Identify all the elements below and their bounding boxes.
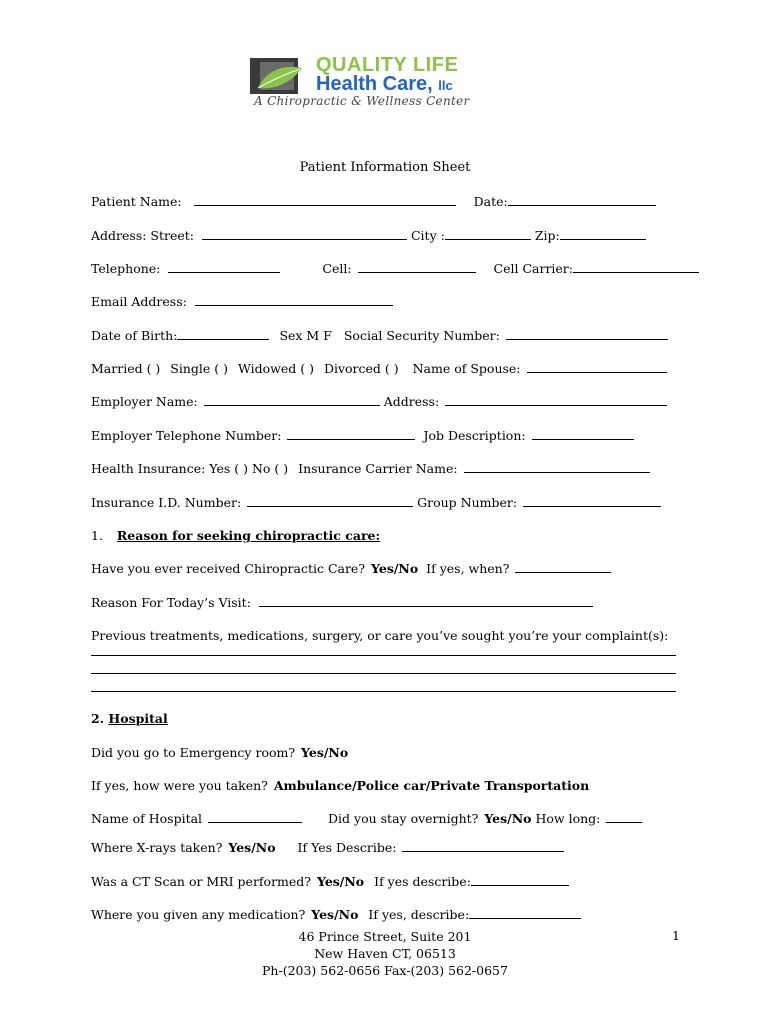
insurance-id-field[interactable] xyxy=(247,495,413,507)
overnight-question: Did you stay overnight? xyxy=(328,811,479,826)
row-insurance-id xyxy=(91,495,661,511)
cell-carrier-field[interactable] xyxy=(573,261,699,273)
logo-text-health-care: Health Care, llc xyxy=(316,73,453,95)
job-description-field[interactable] xyxy=(532,428,634,440)
row-xrays xyxy=(91,840,564,856)
patient-name-label: Patient Name: xyxy=(91,194,182,209)
email-field[interactable] xyxy=(195,294,393,306)
city-label: City : xyxy=(410,228,445,243)
how-long-field[interactable] xyxy=(606,811,642,823)
row-transport xyxy=(91,778,589,794)
dob-field[interactable] xyxy=(177,328,269,340)
medication-describe-label: If yes, describe: xyxy=(368,907,470,922)
xrays-options[interactable]: Yes/No xyxy=(228,840,276,855)
row-address xyxy=(91,228,646,244)
section-2-title: Hospital xyxy=(108,711,168,726)
footer-city: New Haven CT, 06513 xyxy=(314,946,456,961)
row-medication xyxy=(91,907,581,923)
row-ct-mri xyxy=(91,874,569,890)
row-marital-status xyxy=(91,361,667,377)
patient-name-field[interactable] xyxy=(194,194,456,206)
ct-mri-options[interactable]: Yes/No xyxy=(316,874,365,889)
footer-street: 46 Prince Street, Suite 201 xyxy=(298,929,472,944)
group-number-field[interactable] xyxy=(523,495,661,507)
email-label: Email Address: xyxy=(91,294,187,309)
xrays-describe-field[interactable] xyxy=(402,840,564,852)
divorced-option[interactable]: Divorced ( ) xyxy=(323,361,399,376)
ct-mri-describe-label: If yes describe: xyxy=(374,874,471,889)
medication-options[interactable]: Yes/No xyxy=(311,907,359,922)
employer-name-label: Employer Name: xyxy=(91,394,198,409)
logo-mark xyxy=(250,58,298,94)
employer-address-field[interactable] xyxy=(445,394,667,406)
employer-address-label: Address: xyxy=(383,394,440,409)
cell-label: Cell: xyxy=(322,261,352,276)
insurance-carrier-label: Insurance Carrier Name: xyxy=(298,461,458,476)
row-patient-name xyxy=(91,194,656,210)
logo-tagline: A Chiropractic & Wellness Center xyxy=(254,94,470,108)
chiro-care-options[interactable]: Yes/No xyxy=(371,561,419,576)
xrays-question: Where X-rays taken? xyxy=(91,840,223,855)
previous-treatments-label: Previous treatments, medications, surgery, or care you’ve sought you’re your complaint(s): xyxy=(91,628,669,643)
section-1-heading xyxy=(91,528,380,544)
telephone-label: Telephone: xyxy=(91,261,161,276)
row-health-insurance xyxy=(91,461,650,477)
row-reason-visit xyxy=(91,595,593,611)
leaf-icon xyxy=(250,58,310,98)
insurance-id-label: Insurance I.D. Number: xyxy=(91,495,242,510)
page-number: 1 xyxy=(672,928,680,943)
spouse-label: Name of Spouse: xyxy=(412,361,521,376)
overnight-options[interactable]: Yes/No xyxy=(484,811,532,826)
street-label: Address: Street: xyxy=(91,228,195,243)
single-option[interactable]: Single ( ) xyxy=(170,361,229,376)
section-1-title: Reason for seeking chiropractic care: xyxy=(116,528,381,543)
previous-treatments-line-3[interactable] xyxy=(91,691,676,692)
insurance-carrier-field[interactable] xyxy=(464,461,650,473)
city-field[interactable] xyxy=(445,228,531,240)
reason-visit-label: Reason For Today’s Visit: xyxy=(91,595,251,610)
chiro-when-label: If yes, when? xyxy=(426,561,510,576)
previous-treatments-line-1[interactable] xyxy=(91,655,676,656)
ct-mri-describe-field[interactable] xyxy=(471,874,569,886)
footer-phone-fax: Ph-(203) 562-0656 Fax-(203) 562-0657 xyxy=(262,963,508,978)
row-employer-phone xyxy=(91,428,634,444)
employer-name-field[interactable] xyxy=(204,394,380,406)
medication-describe-field[interactable] xyxy=(469,907,581,919)
job-description-label: Job Description: xyxy=(423,428,526,443)
date-field[interactable] xyxy=(508,194,656,206)
transport-question: If yes, how were you taken? xyxy=(91,778,268,793)
telephone-field[interactable] xyxy=(168,261,280,273)
row-emergency-room xyxy=(91,745,348,761)
sex-label: Sex M F xyxy=(279,328,332,343)
chiro-when-field[interactable] xyxy=(515,561,611,573)
cell-carrier-label: Cell Carrier: xyxy=(493,261,573,276)
footer-address xyxy=(0,928,770,979)
reason-visit-field[interactable] xyxy=(259,595,593,607)
hospital-name-field[interactable] xyxy=(208,811,302,823)
ct-mri-question: Was a CT Scan or MRI performed? xyxy=(91,874,311,889)
married-option[interactable]: Married ( ) xyxy=(91,361,161,376)
page-title: Patient Information Sheet xyxy=(299,160,471,175)
widowed-option[interactable]: Widowed ( ) xyxy=(238,361,314,376)
emergency-room-question: Did you go to Emergency room? xyxy=(91,745,296,760)
transport-options[interactable]: Ambulance/Police car/Private Transportation xyxy=(273,778,590,793)
logo-text-quality-life: QUALITY LIFE xyxy=(316,54,459,76)
hospital-name-label: Name of Hospital xyxy=(91,811,203,826)
how-long-label: How long: xyxy=(535,811,601,826)
cell-field[interactable] xyxy=(358,261,476,273)
row-dob xyxy=(91,328,668,344)
row-chiro-care xyxy=(91,561,611,577)
medication-question: Where you given any medication? xyxy=(91,907,306,922)
ssn-field[interactable] xyxy=(506,328,668,340)
zip-label: Zip: xyxy=(534,228,560,243)
group-number-label: Group Number: xyxy=(417,495,518,510)
employer-phone-field[interactable] xyxy=(287,428,415,440)
dob-label: Date of Birth: xyxy=(91,328,178,343)
company-logo xyxy=(248,54,493,112)
ssn-label: Social Security Number: xyxy=(343,328,500,343)
row-employer xyxy=(91,394,667,410)
health-insurance-options[interactable]: Health Insurance: Yes ( ) No ( ) xyxy=(91,461,289,476)
section-2-number: 2. xyxy=(91,711,105,726)
xrays-describe-label: If Yes Describe: xyxy=(297,840,397,855)
street-field[interactable] xyxy=(202,228,407,240)
row-hospital-name xyxy=(91,811,642,827)
emergency-room-options[interactable]: Yes/No xyxy=(301,745,349,760)
employer-phone-label: Employer Telephone Number: xyxy=(91,428,282,443)
section-2-heading xyxy=(91,711,168,727)
previous-treatments-line-2[interactable] xyxy=(91,673,676,674)
row-telephone xyxy=(91,261,699,277)
date-label: Date: xyxy=(473,194,508,209)
row-email xyxy=(91,294,393,310)
spouse-field[interactable] xyxy=(527,361,667,373)
section-1-number: 1. xyxy=(91,528,103,543)
chiro-care-question: Have you ever received Chiropractic Care? xyxy=(91,561,366,576)
zip-field[interactable] xyxy=(560,228,646,240)
